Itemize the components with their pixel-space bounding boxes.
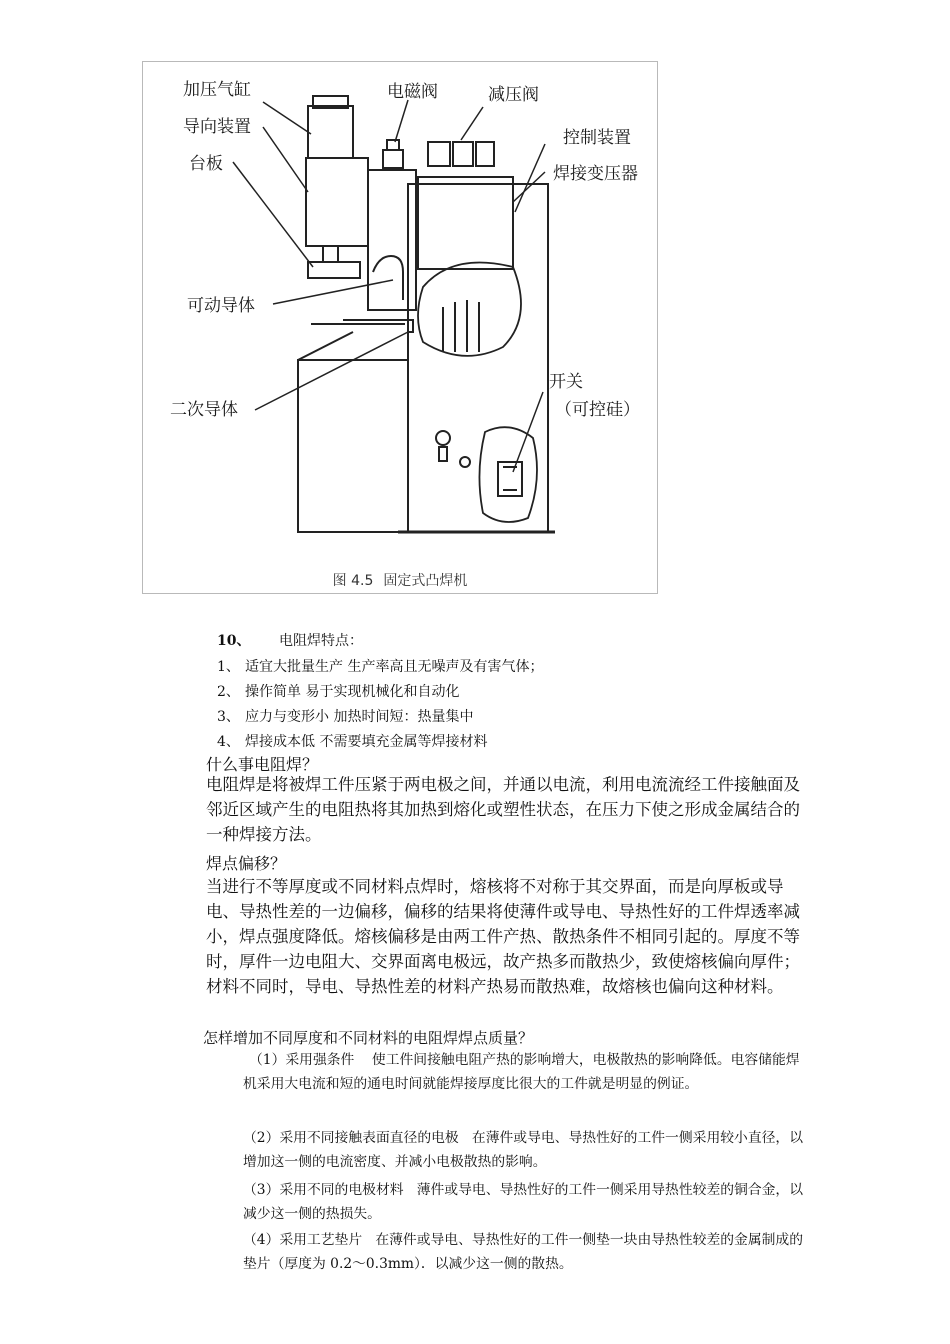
method-item: （2）采用不同接触表面直径的电极 在薄件或导电、导热性好的工件一侧采用较小直径，以增加这一侧的电流密度、并减小电极散热的影响。: [243, 1130, 804, 1170]
feature-item: 3、 应力与变形小 加热时间短：热量集中: [217, 709, 474, 725]
feature-item: 1、 适宜大批量生产 生产率高且无噪声及有害气体；: [217, 659, 544, 675]
feature-item: 2、 操作简单 易于实现机械化和自动化: [217, 684, 460, 700]
label-platen: 台板: [189, 154, 223, 174]
section-heading: [217, 630, 363, 650]
caption-number: 图 4.5: [332, 573, 374, 589]
label-movable: 可动导体: [187, 296, 255, 316]
transformer-box: [418, 177, 513, 269]
feature-item: 4、 焊接成本低 不需要填充金属等焊接材料: [217, 734, 488, 750]
guide-body: [306, 158, 368, 246]
label-control: 控制装置: [563, 128, 631, 148]
answer-paragraph: 电阻焊是将被焊工件压紧于两电极之间，并通以电流，利用电流流经工件接触面及邻近区域产生的电阻热将其加热到熔化或塑性状态，在压力下使之形成金属结合的一种焊接方法。: [206, 775, 800, 844]
section-number: 10、: [217, 633, 251, 649]
platen-shape: [308, 262, 360, 278]
figure-caption: [143, 570, 657, 590]
cylinder-body: [308, 106, 353, 158]
lower-column: [298, 360, 408, 532]
label-switch-note: （可控硅）: [555, 400, 640, 420]
label-cylinder: 加压气缸: [183, 80, 251, 100]
figure-projection-welder: [142, 61, 658, 594]
label-reducer: 减压阀: [488, 85, 539, 105]
method-item: （4）采用工艺垫片 在薄件或导电、导热性好的工件一侧垫一块由导热性较差的金属制成的垫片（厚度为 0.2～0.3mm）．以减少这一侧的散热。: [243, 1232, 804, 1272]
label-switch: 开关: [549, 372, 583, 392]
section-title: 电阻焊特点：: [279, 633, 363, 649]
label-guide: 导向装置: [183, 117, 251, 137]
answer-paragraph: 当进行不等厚度或不同材料点焊时，熔核将不对称于其交界面，而是向厚板或导电、导热性差的一边偏移，偏移的结果将使薄件或导电、导热性好的工件焊透率减小，焊点强度降低。熔核偏移是由两工件产热、散热条件不相同引起的。厚度不等时，厚件一边电阻大、交界面离电极远，故产热多而散热少，致使熔核偏向厚件；材料不同时，导电、导热性差的材料产热易而散热难，故熔核也偏向这种材料。: [206, 877, 800, 996]
label-secondary: 二次导体: [170, 400, 238, 420]
cabinet: [408, 184, 548, 532]
label-solenoid: 电磁阀: [387, 82, 438, 102]
question-title: 怎样增加不同厚度和不同材料的电阻焊焊点质量？: [203, 1029, 534, 1047]
caption-text: 固定式凸焊机: [383, 573, 468, 589]
method-item: （1）采用强条件 使工件间接触电阻产热的影响增大，电极散热的影响降低。电容储能焊机采用大电流和短的通电时间就能焊接厚度比很大的工件就是明显的例证。: [243, 1052, 800, 1092]
method-item: （3）采用不同的电极材料 薄件或导电、导热性好的工件一侧采用导热性较差的铜合金，以减少这一侧的热损失。: [243, 1182, 804, 1222]
label-transformer: 焊接变压器: [553, 164, 638, 184]
question-title: 什么事电阻焊？: [206, 755, 319, 774]
question-title: 焊点偏移？: [206, 854, 287, 873]
